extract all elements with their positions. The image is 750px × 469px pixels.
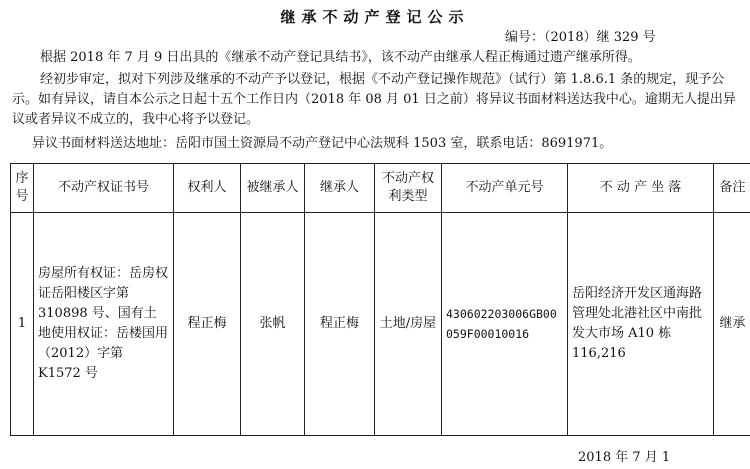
cell-holder: 程正梅 bbox=[174, 213, 241, 436]
paragraph-address: 异议书面材料送达地址：岳阳市国土资源局不动产登记中心法规科 1503 室，联系电话：8691971。 bbox=[32, 136, 613, 151]
registration-table-container bbox=[10, 163, 750, 436]
registration-table bbox=[10, 163, 750, 436]
document-title: 继承不动产登记公示 bbox=[280, 8, 470, 26]
cell-right-type: 土地/房屋 bbox=[375, 213, 442, 436]
paragraph-statement: 根据 2018 年 7 月 9 日出具的《继承不动产登记具结书》，该不动产由继承人程正梅通过遗产继承所得。 bbox=[40, 50, 641, 65]
header-holder: 权利人 bbox=[174, 164, 241, 213]
cell-location: 岳阳经济开发区通海路管理处北港社区中南批发大市场 A10 栋 116,216 bbox=[568, 213, 714, 436]
header-seq: 序号 bbox=[11, 164, 34, 213]
header-right-type: 不动产权利类型 bbox=[375, 164, 442, 213]
header-cert: 不动产权证书号 bbox=[34, 164, 174, 213]
document-date: 2018 年 7 月 1 bbox=[578, 450, 671, 465]
cell-deceased: 张帆 bbox=[241, 213, 305, 436]
table-row bbox=[11, 213, 750, 436]
cell-heir: 程正梅 bbox=[305, 213, 375, 436]
header-remark: 备注 bbox=[714, 164, 750, 213]
header-unit-no: 不动产单元号 bbox=[442, 164, 568, 213]
cell-unit-no: 430602203006GB00059F00010016 bbox=[442, 213, 568, 436]
header-deceased: 被继承人 bbox=[241, 164, 305, 213]
document-number: 编号：（2018）继 329 号 bbox=[505, 30, 656, 45]
cell-seq: 1 bbox=[11, 213, 34, 436]
cell-remark: 继承 bbox=[714, 213, 750, 436]
cell-cert: 房屋所有权证：岳房权证岳阳楼区字第 310898 号、国有土地使用权证：岳楼国用（2012）字第 K1572 号 bbox=[34, 213, 174, 436]
table-header-row bbox=[11, 164, 750, 213]
header-heir: 继承人 bbox=[305, 164, 375, 213]
header-location: 不 动 产 坐 落 bbox=[568, 164, 714, 213]
paragraph-notice: 经初步审定，拟对下列涉及继承的不动产予以登记，根据《不动产登记操作规范》（试行）第 1.8.6.1 条的规定，现予公示。如有异议，请自本公示之日起十五个工作日内（2018 年 08 月 01 日之前）将异议书面材料送达我中心。逾期无人提出异议或者异议不成立的，我中心将予以登记。 bbox=[12, 72, 736, 127]
